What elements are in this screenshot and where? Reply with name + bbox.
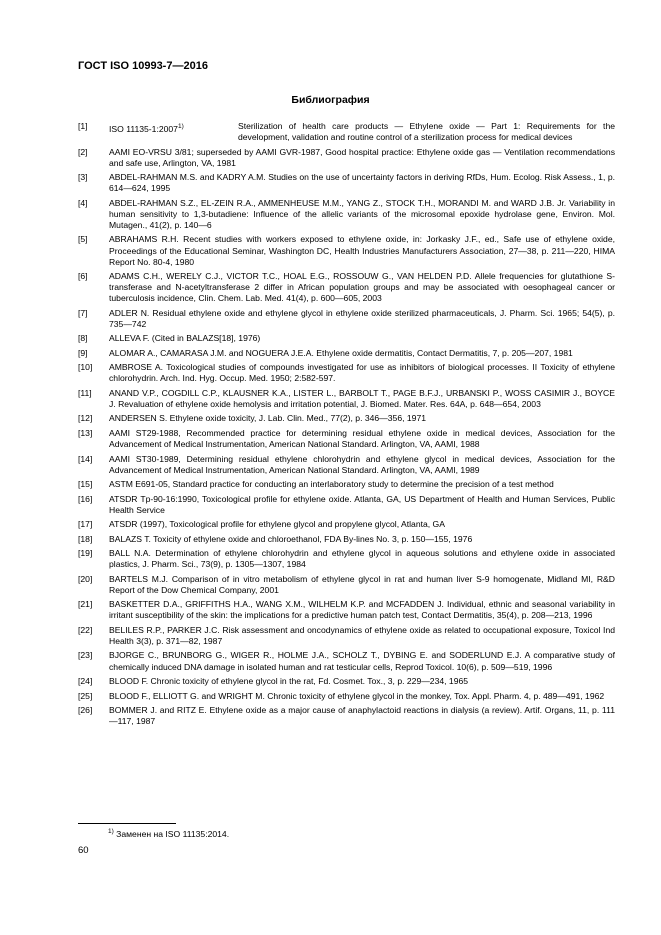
reference-list <box>78 121 615 731</box>
reference-text: ATSDR Tp-90-16:1990, Toxicological profile for ethylene oxide. Atlanta, GA, US Department of Health and Human Services, Public Health Service <box>109 493 615 515</box>
reference-item <box>78 599 615 621</box>
reference-item <box>78 494 615 516</box>
reference-text: BOMMER J. and RITZ E. Ethylene oxide as a major cause of anaphylactoid reactions in dialysis (a review). Artif. Organs, 11, p. 111—117, 1987 <box>109 704 615 727</box>
reference-text: BALL N.A. Determination of ethylene chlorohydrin and ethylene glycol in aqueous solutions and ethylene oxide in associated plastics, J. Pharm. Sci., 73(9), p. 1305—1307, 1984 <box>109 548 615 570</box>
reference-text: AMBROSE A. Toxicological studies of compounds investigated for use as inhibitors of biological processes. II Toxicity of ethylene chlorohydrin. Arch. Ind. Hyg. Occup. Med. 1950; 2:582-597. <box>109 362 615 384</box>
reference-number: [23] <box>78 650 93 661</box>
reference-text: BLOOD F. Chronic toxicity of ethylene glycol in the rat, Fd. Cosmet. Tox., 3, p. 229—234, 1965 <box>109 676 469 687</box>
bibliography-title: Библиография <box>291 94 370 106</box>
reference-number: [5] <box>78 234 88 245</box>
reference-text: BELILES R.P., PARKER J.C. Risk assessment and oncodynamics of ethylene oxide as related to occupational exposure, Toxicol Ind Health 3(3), p. 371—82, 1987 <box>109 624 615 646</box>
page-number: 60 <box>78 845 89 856</box>
reference-text: ABDEL-RAHMAN S.Z., EL-ZEIN R.A., AMMENHEUSE M.M., YANG Z., STOCK T.H., MORANDI M. and WARD J.B. Jr. Variability in human sensitivity to 1,3-butadiene: Influence of the allelic variants of the microsomal epoxide hydrolase gene, Environ. Mol. Mutagen., 41(2), p. 140—6 <box>109 197 615 230</box>
reference-item <box>78 574 615 596</box>
reference-text: ALOMAR A., CAMARASA J.M. and NOGUERA J.E.A. Ethylene oxide dermatitis, Contact Dermatitis, 7, p. 205—207, 1981 <box>109 347 573 358</box>
reference-item <box>78 234 615 267</box>
reference-number: [14] <box>78 453 93 464</box>
reference-item <box>78 271 615 304</box>
footnote-divider <box>78 823 176 824</box>
reference-number: [2] <box>78 146 88 157</box>
reference-text: BASKETTER D.A., GRIFFITHS H.A., WANG X.M., WILHELM K.P. and MCFADDEN J. Individual, ethnic and seasonal variability in irritant susceptibility of the skin: the implications for a predictive human patch test, Contact Dermatitis, 35(4), p. 208—213, 1996 <box>109 599 615 621</box>
reference-number: [26] <box>78 704 93 715</box>
reference-text: BARTELS M.J. Comparison of in vitro metabolism of ethylene glycol in rat and human liver S-9 homogenate, Midland MI, R&D Report of the Dow Chemical Company, 2001 <box>109 573 615 595</box>
reference-number: [3] <box>78 172 88 183</box>
reference-item <box>78 650 615 672</box>
reference-number: [11] <box>78 387 92 398</box>
reference-number: [8] <box>78 333 88 344</box>
reference-text: ANDERSEN S. Ethylene oxide toxicity, J. Lab. Clin. Med., 77(2), p. 346—356, 1971 <box>109 413 427 424</box>
reference-item <box>78 147 615 169</box>
reference-item <box>78 333 615 344</box>
reference-number: [25] <box>78 690 93 701</box>
reference-number: [1] <box>78 121 88 131</box>
reference-number: [13] <box>78 427 93 438</box>
reference-text: AAMI ST30-1989, Determining residual ethylene chlorohydrin and ethylene glycol in medical devices, Association for the Advancement of Medical Instrumentation, American National Standard. Arlington, VA, AAMI, 1989 <box>109 453 615 475</box>
reference-number: [19] <box>78 548 93 559</box>
footnote: $^{1)}$ Заменен на ISO 11135:2014. <box>108 828 230 839</box>
reference-number: [21] <box>78 599 93 610</box>
reference-text: ABDEL-RAHMAN M.S. and KADRY A.M. Studies on the use of uncertainty factors in deriving RfDs, Hum. Ecolog. Risk Assess., 1, p. 614—624, 1995 <box>109 172 615 194</box>
reference-item <box>78 362 615 384</box>
reference-item <box>78 198 615 231</box>
reference-item <box>78 308 615 330</box>
reference-text: AAMI EO-VRSU 3/81; superseded by AAMI GVR-1987, Good hospital practice: Ethylene oxide gas — Ventilation recommendations and safe use, Arlington, VA, 1981 <box>109 146 615 168</box>
reference-item <box>78 548 615 570</box>
reference-item <box>78 428 615 450</box>
reference-item <box>78 676 615 687</box>
reference-number: [17] <box>78 519 93 530</box>
reference-number: [16] <box>78 493 93 504</box>
reference-item <box>78 121 615 143</box>
reference-item <box>78 388 615 410</box>
reference-text: ABRAHAMS R.H. Recent studies with workers exposed to ethylene oxide, in: Jorkasky J.F., ed., Safe use of ethylene oxide, Proceedings of the Educational Seminar, Washington DC, Health Industries Manufacturers Association, 27—38, p. 211—220, HIMA Report No. 80-4, 1980 <box>109 234 615 267</box>
reference-number: [4] <box>78 197 88 208</box>
reference-item <box>78 479 615 490</box>
reference-number: [7] <box>78 307 88 318</box>
footnote-marker: 1) <box>177 123 184 130</box>
reference-item <box>78 691 615 702</box>
reference-number: [6] <box>78 271 88 282</box>
reference-text: BLOOD F., ELLIOTT G. and WRIGHT M. Chronic toxicity of ethylene glycol in the monkey, Tox. Appl. Pharm. 4, p. 489—491, 1962 <box>109 690 605 701</box>
reference-item <box>78 348 615 359</box>
reference-text: ADLER N. Residual ethylene oxide and ethylene glycol in ethylene oxide sterilized pharmaceuticals, J. Pharm. Sci. 1965; 54(5), p. 735—742 <box>109 307 615 329</box>
reference-number: [12] <box>78 413 93 424</box>
reference-number: [20] <box>78 573 93 584</box>
reference-text: ADAMS C.H., WERELY C.J., VICTOR T.C., HOAL E.G., ROSSOUW G., VAN HELDEN P.D. Allele frequencies for glutathione S-transferase and N-acetyltransferase 2 differ in African population groups and may be associated with oesophageal cancer or tuberculosis incidence, Clin. Chem. Lab. Med. 41(4), p. 600—605, 2003 <box>109 271 615 304</box>
reference-text: Sterilization of health care products — Ethylene oxide — Part 1: Requirements for the development, validation and routine control of a sterilization process for medical devices <box>238 121 615 143</box>
reference-item <box>78 519 615 530</box>
reference-number: [24] <box>78 676 93 687</box>
reference-text: BJORGE C., BRUNBORG G., WIGER R., HOLME J.A., SCHOLZ T., DYBING E. and SODERLUND E.J. A comparative study of chemically induced DNA damage in isolated human and rat testicular cells, Reprod Toxicol. 10(6), p. 509—519, 1996 <box>109 650 615 672</box>
reference-text: AAMI ST29-1988, Recommended practice for determining residual ethylene oxide in medical devices, Association for the Advancement of Medical Instrumentation, American National Standard. Arlington, VA, AAMI, 1988 <box>109 427 615 450</box>
reference-item <box>78 413 615 424</box>
reference-text: ASTM E691-05, Standard practice for conducting an interlaboratory study to determine the precision of a test method <box>109 479 554 490</box>
reference-text: ATSDR (1997), Toxicological profile for ethylene glycol and propylene glycol, Atlanta, GA <box>109 519 445 530</box>
reference-number: [9] <box>78 347 88 358</box>
reference-number: [18] <box>78 533 93 544</box>
reference-text: ALLEVA F. (Cited in BALAZS[18], 1976) <box>109 333 261 344</box>
reference-text: BALAZS T. Toxicity of ethylene oxide and chloroethanol, FDA By-lines No. 3, p. 150—155, 1976 <box>109 533 473 544</box>
reference-item <box>78 705 615 727</box>
reference-item <box>78 172 615 194</box>
reference-code: ISO 11135-1:2007$^{1)}$ <box>109 123 184 134</box>
reference-text: ANAND V.P., COGDILL C.P., KLAUSNER K.A., LISTER L., BARBOLT T., PAGE B.F.J., URBANSKI P., WOSS CASIMIR J., BOYCE J. Revaluation of ethylene oxide hemolysis and irritation potential, J. Biomed. Mater. Res. 64A, p. 648—654, 2003 <box>109 387 615 409</box>
document-header: ГОСТ ISO 10993-7—2016 <box>78 60 208 72</box>
reference-number: [10] <box>78 362 93 373</box>
reference-item <box>78 625 615 647</box>
reference-item <box>78 534 615 545</box>
reference-number: [22] <box>78 624 93 635</box>
reference-number: [15] <box>78 479 93 490</box>
reference-item <box>78 454 615 476</box>
